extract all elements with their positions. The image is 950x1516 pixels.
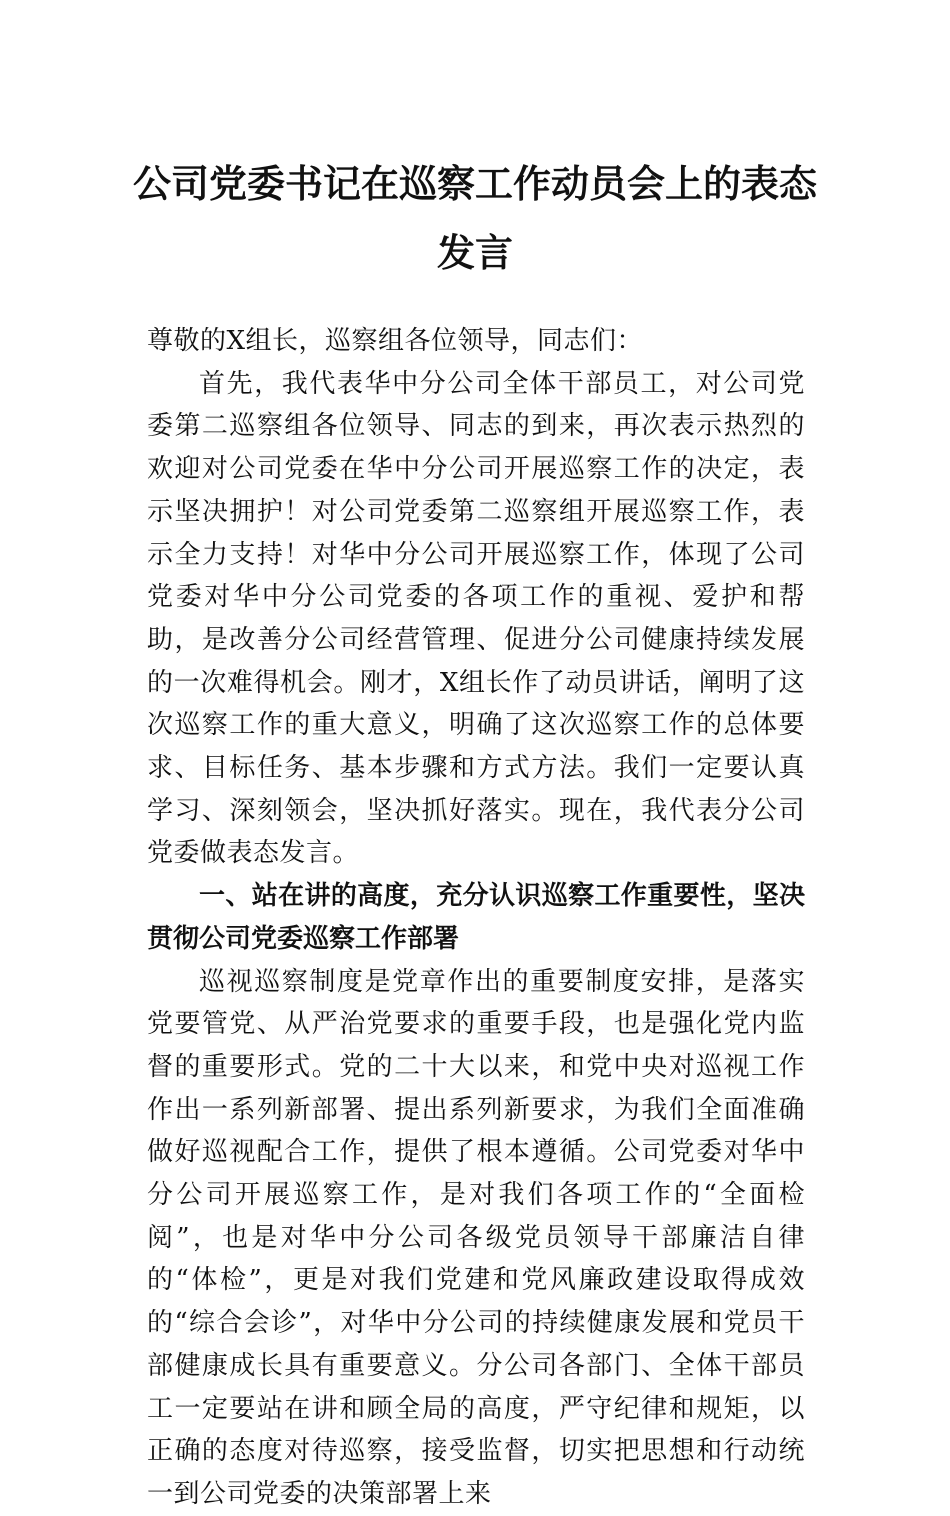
- salutation: 尊敬的X组长，巡察组各位领导，同志们：: [147, 326, 644, 356]
- section-heading-1: 一、站在讲的高度，充分认识巡察工作重要性，坚决贯彻公司党委巡察工作部署: [147, 881, 805, 954]
- paragraph-section-1: 巡视巡察制度是党章作出的重要制度安排，是落实党要管党、从严治党要求的重要手段，也是强化党内监督的重要形式。党的二十大以来，和党中央对巡视工作作出一系列新部署、提出系列新要求，为我们全面准确做好巡视配合工作，提供了根本遵循。公司党委对华中分公司开展巡察工作，是对我们各项工作的“全面检阅”，也是对华中分公司各级党员领导干部廉洁自律的“体检”，更是对我们党建和党风廉政建设取得成效的“综合会诊”，对华中分公司的持续健康发展和党员干部健康成长具有重要意义。分公司各部门、全体干部员工一定要站在讲和顾全局的高度，严守纪律和规矩，以正确的态度对待巡察，接受监督，切实把思想和行动统一到公司党委的决策部署上来: [147, 966, 805, 1509]
- paragraph-opening: 首先，我代表华中分公司全体干部员工，对公司党委第二巡察组各位领导、同志的到来，再次表示热烈的欢迎对公司党委在华中分公司开展巡察工作的决定，表示坚决拥护！对公司党委第二巡察组开展巡察工作，表示全力支持！对华中分公司开展巡察工作，体现了公司党委对华中分公司党委的各项工作的重视、爱护和帮助，是改善分公司经营管理、促进分公司健康持续发展的一次难得机会。刚才，X组长作了动员讲话，阐明了这次巡察工作的重大意义，明确了这次巡察工作的总体要求、目标任务、基本步骤和方式方法。我们一定要认真学习、深刻领会，坚决抓好落实。现在，我代表分公司党委做表态发言。: [147, 368, 805, 869]
- document-body: [147, 320, 805, 1516]
- document-title-line-1: 公司党委书记在巡察工作动员会上的表态: [132, 161, 817, 206]
- document-title-line-2: 发言: [436, 230, 513, 275]
